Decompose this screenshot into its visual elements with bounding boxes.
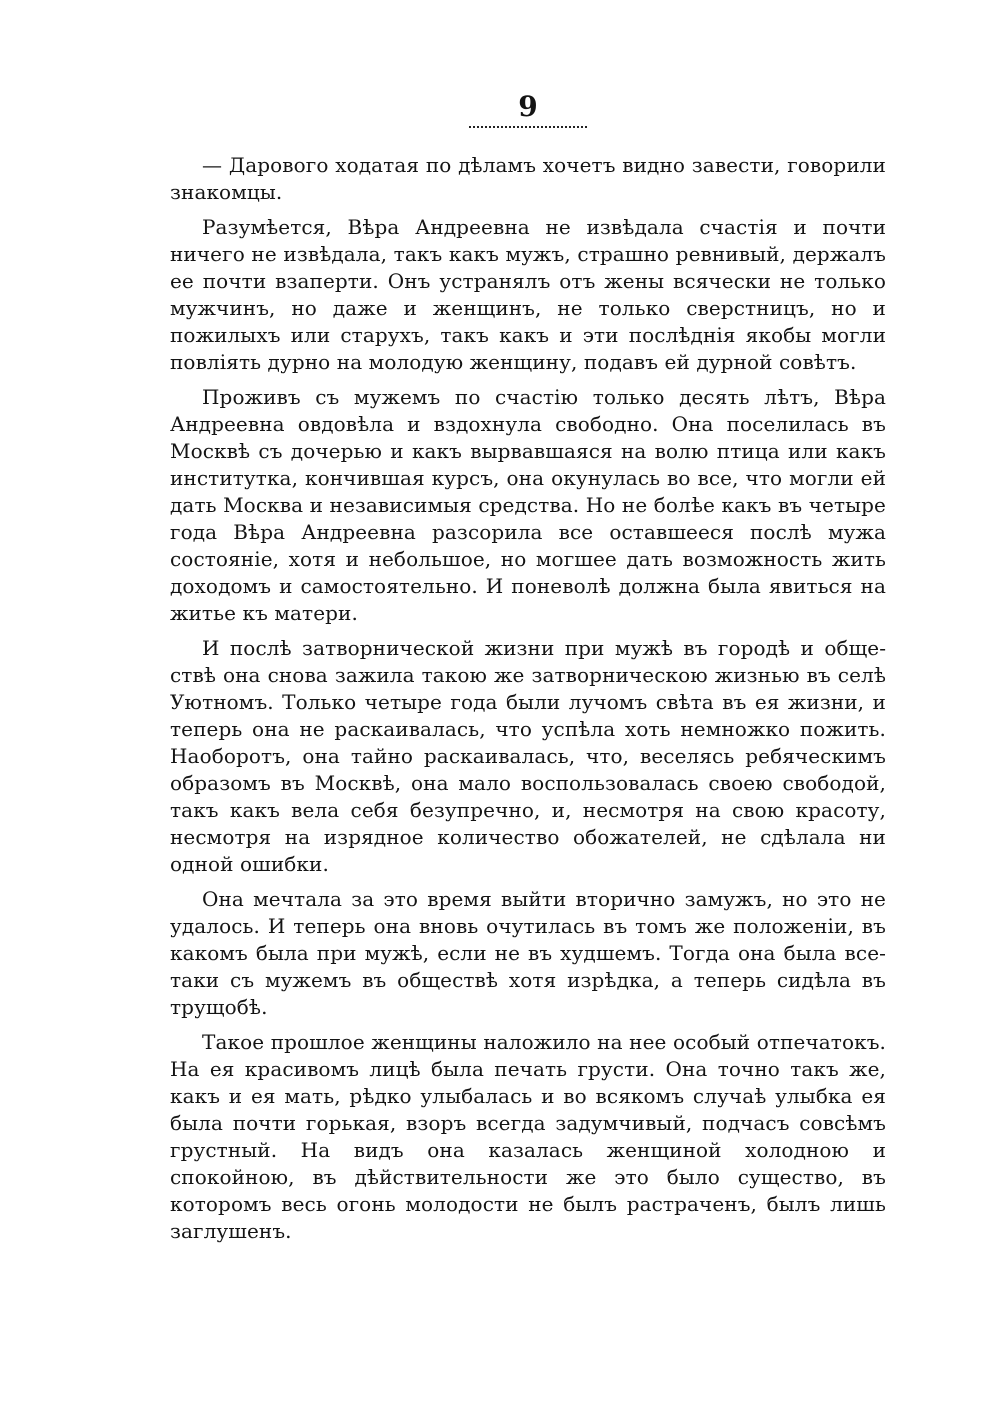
paragraph-1: — Дарового ходатая по дѣламъ хочетъ видно завести, говорили знакомцы. xyxy=(170,153,886,204)
dotted-rule xyxy=(469,126,587,128)
paragraph-5: Она мечтала за это время выйти вторично замужъ, но это не удалось. И теперь она вновь очутилась въ томъ же положеніи, въ какомъ была при мужѣ, если не въ худшемъ. Тогда она была все-таки съ мужемъ въ обществѣ хотя изрѣдка, а теперь сидѣла въ трущобѣ. xyxy=(170,887,886,1019)
paragraph-2: Разумѣется, Вѣра Андреевна не извѣдала счастія и почти ничего не извѣдала, такъ какъ мужъ, страшно ревнивый, держалъ ее почти взаперти. Онъ устранялъ отъ жены всячески не только мужчинъ, но даже и женщинъ, не только сверстницъ, но и пожилыхъ или старухъ, такъ какъ и эти послѣднія якобы могли повліять дурно на молодую женщину, подавъ ей дурной совѣтъ. xyxy=(170,215,886,374)
book-page xyxy=(170,90,886,1253)
body-text xyxy=(170,152,886,1245)
paragraph-4: И послѣ затворнической жизни при мужѣ въ городѣ и обществѣ она снова зажила такою же затворническою жизнью въ селѣ Уютномъ. Только четыре года были лучомъ свѣта въ ея жизни, и теперь она не раскаивалась, что успѣла хоть немножко пожить. Наоборотъ, она тайно раскаивалась, что, веселясь ребяческимъ образомъ въ Москвѣ, она мало воспользовалась своею свободой, такъ какъ вела себя безупречно, и, несмотря на свою красоту, несмотря на изрядное количество обожателей, не сдѣлала ни одной ошибки. xyxy=(170,636,886,876)
page-number: 9 xyxy=(518,90,538,123)
paragraph-6: Такое прошлое женщины наложило на нее особый отпечатокъ. На ея красивомъ лицѣ была печать грусти. Она точно такъ же, какъ и ея мать, рѣдко улыбалась и во всякомъ случаѣ улыбка ея была почти горькая, взоръ всегда задумчивый, подчасъ совсѣмъ грустный. На видъ она казалась женщиной холодною и спокойною, въ дѣйствительности же это было существо, въ которомъ весь огонь молодости не былъ растраченъ, былъ лишь заглушенъ. xyxy=(170,1030,886,1243)
paragraph-3: Проживъ съ мужемъ по счастію только десять лѣтъ, Вѣра Андреевна овдовѣла и вздохнула свободно. Она поселилась въ Москвѣ съ дочерью и какъ вырвавшаяся на волю птица или какъ институтка, кончившая курсъ, она окунулась во все, что могли ей дать Москва и независимыя средства. Но не болѣе какъ въ четыре года Вѣра Андреевна разсорила все оставшееся послѣ мужа состояніе, хотя и небольшое, но могшее дать возможность жить доходомъ и самостоятельно. И поневолѣ должна была явиться на житье къ матери. xyxy=(170,385,886,625)
